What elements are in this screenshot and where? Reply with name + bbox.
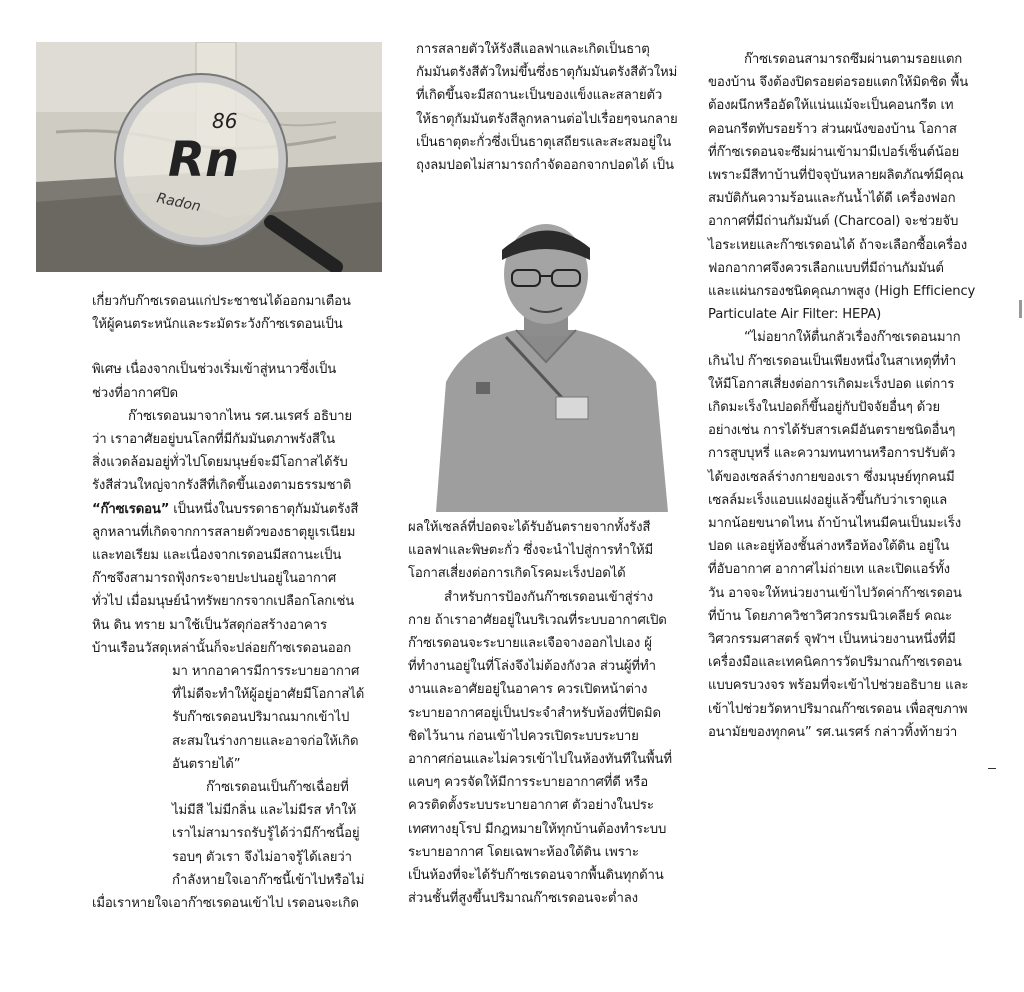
text-line: เราไม่สามารถรับรู้ได้ว่ามีก๊าซนี้อยู่ (172, 826, 360, 842)
text-line: และแผ่นกรองชนิดคุณภาพสูง (High Efficiency (708, 284, 976, 300)
text-line: ที่ก๊าซเรดอนจะซึมผ่านเข้ามามีเปอร์เซ็นต์น้อย (708, 144, 960, 160)
text-line: ให้ผู้คนตระหนักและระมัดระวังก๊าซเรดอนเป็น (92, 317, 343, 333)
text-span: เป็นหนึ่งในบรรดาธาตุกัมมันตรังสี (169, 501, 359, 517)
text-line: สมบัติกันความร้อนและกันน้ำได้ดี เครื่องฟอก (708, 191, 956, 207)
text-line: ก๊าซเรดอนเป็นก๊าซเฉื่อยที่ (206, 780, 349, 796)
text-line: พิเศษ เนื่องจากเป็นช่วงเริ่มเข้าสู่หนาวซึ่งเป็น (92, 362, 337, 378)
text-line: บ้านเรือนวัสดุเหล่านั้นก็จะปล่อยก๊าซเรดอนออก (92, 640, 352, 656)
highlight-term: “ก๊าซเรดอน” (92, 501, 170, 517)
text-line: อันตรายได้” (172, 756, 241, 772)
text-line: เข้าไปช่วยวัดหาปริมาณก๊าซเรดอน เพื่อสุขภาพ (708, 701, 968, 717)
text-line: มา หากอาคารมีการระบายอากาศ (172, 664, 360, 680)
text-line: สำหรับการป้องกันก๊าซเรดอนเข้าสู่ร่าง (444, 589, 654, 605)
end-mark (988, 768, 996, 769)
text-line: Particulate Air Filter: HEPA) (708, 307, 882, 323)
text-line: ฟอกอากาศจึงควรเลือกแบบที่มีถ่านกัมมันต์ (708, 260, 944, 276)
text-line: เกิดมะเร็งในปอดก็ขึ้นอยู่กับปัจจัยอื่นๆ ด้วย (708, 400, 940, 416)
text-line: “ไม่อยากให้ตื่นกลัวเรื่องก๊าซเรดอนมาก (744, 330, 961, 346)
text-line: วิศวกรรมศาสตร์ จุฬาฯ เป็นหน่วยงานหนึ่งที่มี (708, 632, 956, 648)
text-line: โอกาสเสี่ยงต่อการเกิดโรคมะเร็งปอดได้ (408, 566, 626, 582)
portrait-photo (406, 212, 688, 512)
text-line: ลูกหลานที่เกิดจากการสลายตัวของธาตุยูเรเนียม (92, 524, 356, 540)
text-line: ชิดไว้นาน ก่อนเข้าไปควรเปิดระบบระบาย (408, 728, 639, 744)
text-line: ที่ไม่ดีจะทำให้ผู้อยู่อาศัยมีโอกาสได้ (172, 687, 365, 703)
article-column-3 (708, 48, 990, 744)
text-line: อนามัยของทุกคน” รศ.นเรศร์ กล่าวทิ้งท้ายว่า (708, 724, 958, 740)
text-line: เซลล์มะเร็งแอบแฝงอยู่แล้วขึ้นกับว่าเราดูแล (708, 492, 948, 508)
text-line: เมื่อเราหายใจเอาก๊าซเรดอนเข้าไป เรดอนจะเกิด (92, 896, 359, 912)
radon-magnifier-photo (36, 42, 382, 272)
text-line (92, 498, 392, 521)
text-line: รับก๊าซเรดอนปริมาณมากเข้าไป (172, 710, 350, 726)
text-line: หิน ดิน ทราย มาใช้เป็นวัสดุก่อสร้างอาคาร (92, 617, 327, 633)
text-line: รอบๆ ตัวเรา จึงไม่อาจรู้ได้เลยว่า (172, 849, 352, 865)
text-line: ส่วนชั้นที่สูงขึ้นปริมาณก๊าซเรดอนจะต่ำลง (408, 891, 638, 907)
text-line: ผลให้เซลล์ที่ปอดจะได้รับอันตรายจากทั้งรังสี (408, 520, 651, 535)
text-line: มากน้อยขนาดไหน ถ้าบ้านไหนมีคนเป็นมะเร็ง (708, 516, 962, 532)
text-line: รังสีส่วนใหญ่จากรังสีที่เกิดขึ้นเองตามธรรมชาติ (92, 478, 352, 494)
text-line: งานและอาศัยอยู่ในอาคาร ควรเปิดหน้าต่าง (408, 682, 648, 698)
text-line: ว่า เราอาศัยอยู่บนโลกที่มีกัมมันตภาพรังสีใน (92, 432, 335, 448)
text-line: และทอเรียม และเนื่องจากเรดอนมีสถานะเป็น (92, 548, 342, 564)
text-line: ควรติดตั้งระบบระบายอากาศ ตัวอย่างในประ (408, 798, 654, 814)
text-line: เกี่ยวกับก๊าซเรดอนแก่ประชาชนได้ออกมาเตือน (92, 294, 351, 309)
text-line: ให้ธาตุกัมมันตรังสีลูกหลานต่อไปเรื่อยๆจนกลาย (416, 111, 678, 127)
text-line: เพราะมีสีทาบ้านที่ปัจจุบันหลายผลิตภัณฑ์มีคุณ (708, 168, 964, 184)
text-line: อากาศก่อนและไม่ควรเข้าไปในห้องทันทีในพื้นที่ (408, 752, 672, 768)
text-line: ที่อับอากาศ อากาศไม่ถ่ายเท และเปิดแอร์ทั้ง (708, 562, 950, 578)
text-line: กำลังหายใจเอาก๊าซนี้เข้าไปหรือไม่ (172, 872, 365, 888)
text-line: แบบครบวงจร พร้อมที่จะเข้าไปช่วยอธิบาย และ (708, 678, 969, 694)
text-line: ต้องผนึกหรืออัดให้แน่นแม้จะเป็นคอนกรีต เท (708, 98, 954, 114)
text-line: เป็นห้องที่จะได้รับก๊าซเรดอนจากพื้นดินทุกด้าน (408, 868, 664, 884)
text-line: ที่บ้าน โดยภาควิชาวิศวกรรมนิวเคลียร์ คณะ (708, 608, 952, 624)
text-line: เกินไป ก๊าซเรดอนเป็นเพียงหนึ่งในสาเหตุที่ทำ (708, 353, 957, 369)
text-line: ระบายอากาศอยู่เป็นประจำสำหรับห้องที่ปิดมิด (408, 705, 661, 721)
element-symbol: Rn (168, 132, 240, 188)
page-edge-mark (1019, 300, 1022, 318)
article-column-2-bottom (408, 516, 690, 910)
text-line: ปอด และอยู่ห้องชั้นล่างหรือห้องใต้ดิน อยู่ใน (708, 539, 950, 555)
element-name: Radon (155, 190, 203, 216)
text-line: ก๊าซเรดอนจะระบายและเจือจางออกไปเอง ผู้ (408, 636, 652, 652)
article-column-1 (92, 290, 392, 915)
text-line: แอลฟาและพิษตะกั่ว ซึ่งจะนำไปสู่การทำให้มี (408, 543, 654, 559)
text-line: อย่างเช่น การได้รับสารเคมีอันตรายชนิดอื่นๆ (708, 423, 956, 439)
article-column-2-top (416, 38, 688, 177)
text-line: ก๊าซจึงสามารถฟุ้งกระจายปะปนอยู่ในอากาศ (92, 571, 337, 587)
text-line: อากาศที่มีถ่านกัมมันต์ (Charcoal) จะช่วยจับ (708, 214, 959, 230)
text-line: กาย ถ้าเราอาศัยอยู่ในบริเวณที่ระบบอากาศเปิด (408, 612, 667, 628)
text-line: ถุงลมปอดไม่สามารถกำจัดออกจากปอดได้ เป็น (416, 158, 674, 174)
text-line: เทศทางยุโรป มีกฎหมายให้ทุกบ้านต้องทำระบบ (408, 821, 667, 837)
text-line: สิ่งแวดล้อมอยู่ทั่วไปโดยมนุษย์จะมีโอกาสได้รับ (92, 455, 348, 471)
text-line: แคบๆ ควรจัดให้มีการระบายอากาศที่ดี หรือ (408, 775, 648, 791)
radon-illustration (36, 42, 382, 272)
text-line: ก๊าซเรดอนมาจากไหน รศ.นเรศร์ อธิบาย (128, 408, 352, 424)
text-line: สะสมในร่างกายและอาจก่อให้เกิด (172, 733, 359, 749)
text-line: ให้มีโอกาสเสี่ยงต่อการเกิดมะเร็งปอด แต่การ (708, 376, 955, 392)
text-line: ที่เกิดขึ้นจะมีสถานะเป็นของแข็งและสลายตัว (416, 88, 663, 104)
text-line: เครื่องมือและเทคนิคการวัดปริมาณก๊าซเรดอน (708, 655, 962, 671)
text-line: ที่ทำงานอยู่ในที่โล่งจึงไม่ต้องกังวล ส่วนผู้ที่ทำ (408, 659, 656, 675)
text-line: คอนกรีตทับรอยร้าว ส่วนผนังของบ้าน โอกาส (708, 121, 957, 137)
text-line: ก๊าซเรดอนสามารถซึมผ่านตามรอยแตก (744, 52, 963, 67)
portrait-illustration (406, 212, 688, 512)
element-number: 86 (212, 109, 238, 133)
text-line: การสลายตัวให้รังสีแอลฟาและเกิดเป็นธาตุ (416, 42, 650, 57)
text-line: ไอระเหยและก๊าซเรดอนได้ ถ้าจะเลือกซื้อเครื่อง (708, 237, 968, 253)
text-line: ได้ของเซลล์ร่างกายของเรา ซึ่งมนุษย์ทุกคนมี (708, 469, 955, 485)
text-line: เป็นธาตุตะกั่วซึ่งเป็นธาตุเสถียรและสะสมอยู่ใน (416, 134, 672, 150)
text-line: ช่วงที่อากาศปิด (92, 385, 178, 401)
text-line: ระบายอากาศ โดยเฉพาะห้องใต้ดิน เพราะ (408, 844, 639, 860)
text-line: วัน อาจจะให้หน่วยงานเข้าไปวัดค่าก๊าซเรดอน (708, 585, 962, 601)
text-line: การสูบบุหรี่ และความทนทานหรือการปรับตัว (708, 446, 956, 462)
text-line: กัมมันตรังสีตัวใหม่ขึ้นซึ่งธาตุกัมมันตรังสีตัวใหม่ (416, 65, 678, 81)
text-line: ของบ้าน จึงต้องปิดรอยต่อรอยแตกให้มิดชิด พื้น (708, 75, 969, 91)
text-line: ทั่วไป เมื่อมนุษย์นำทรัพยากรจากเปลือกโลกเช่น (92, 594, 355, 610)
text-line: ไม่มีสี ไม่มีกลิ่น และไม่มีรส ทำให้ (172, 803, 357, 819)
